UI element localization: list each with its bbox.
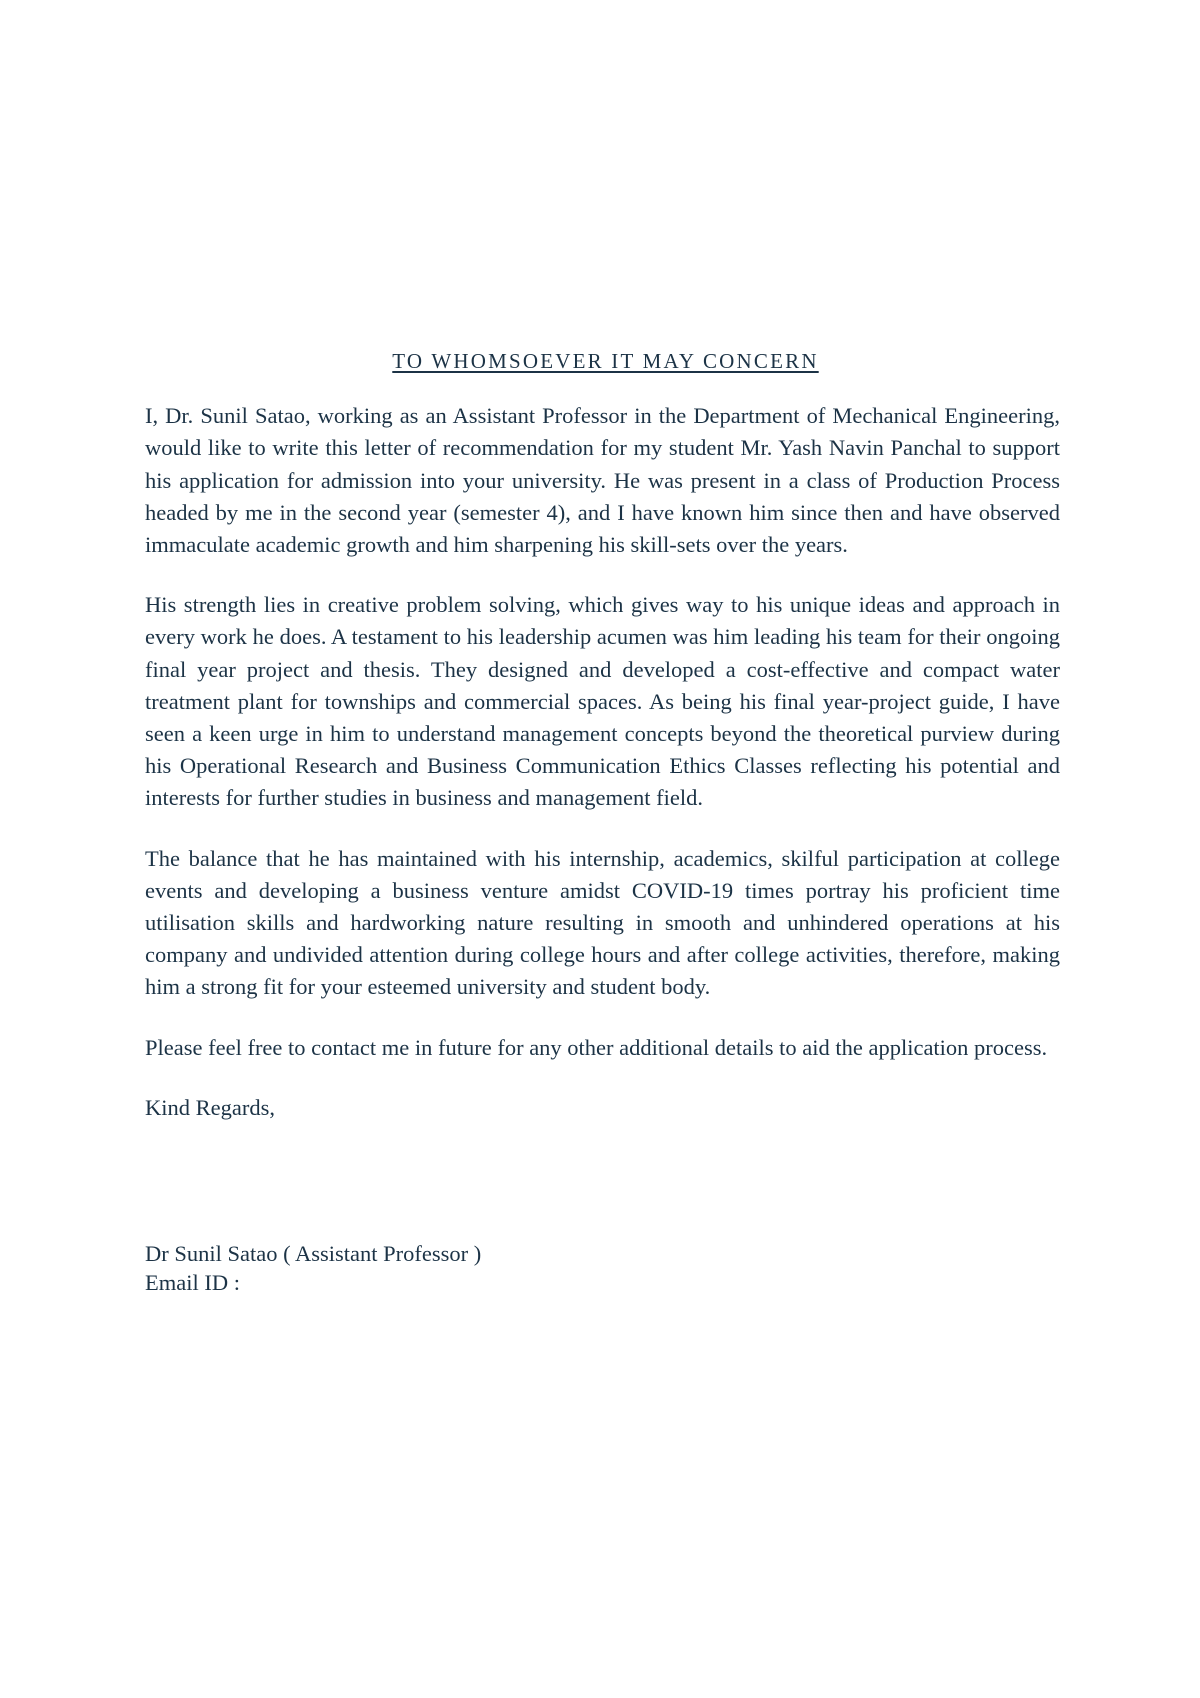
recommendation-letter [145,345,1060,1297]
letter-paragraph-strengths: His strength lies in creative problem solving, which gives way to his unique ideas and approach in every work he does. A testament to his leadership acumen was him leading his team for their ongoing final year project and thesis. They designed and developed a cost-effective and compact water treatment plant for townships and commercial spaces. As being his final year-project guide, I have seen a keen urge in him to understand management concepts beyond the theoretical purview during his Operational Research and Business Communication Ethics Classes reflecting his potential and interests for further studies in business and management field. [145,592,1060,811]
email-label: Email ID : [145,1270,240,1296]
signature-name: Dr Sunil Satao ( Assistant Professor ) [145,1241,482,1267]
signature-block [145,1239,1060,1297]
letter-paragraph-balance: The balance that he has maintained with his internship, academics, skilful participation at college events and developing a business venture amidst COVID-19 times portray his proficient time utilisation skills and hardworking nature resulting in smooth and unhindered operations at his company and undivided attention during college hours and after college activities, therefore, making him a strong fit for your esteemed university and student body. [145,845,1060,1000]
letter-paragraph-contact: Please feel free to contact me in future for any other additional details to aid the application process. [145,1034,1048,1060]
letter-heading: TO WHOMSOEVER IT MAY CONCERN [392,349,819,373]
letter-paragraph-introduction: I, Dr. Sunil Satao, working as an Assistant Professor in the Department of Mechanical Engineering, would like to write this letter of recommendation for my student Mr. Yash Navin Panchal to support his application for admission into your university. He was present in a class of Production Process headed by me in the second year (semester 4), and I have known him since then and have observed immaculate academic growth and him sharpening his skill-sets over the years. [145,403,1060,558]
letter-closing: Kind Regards, [145,1094,275,1120]
